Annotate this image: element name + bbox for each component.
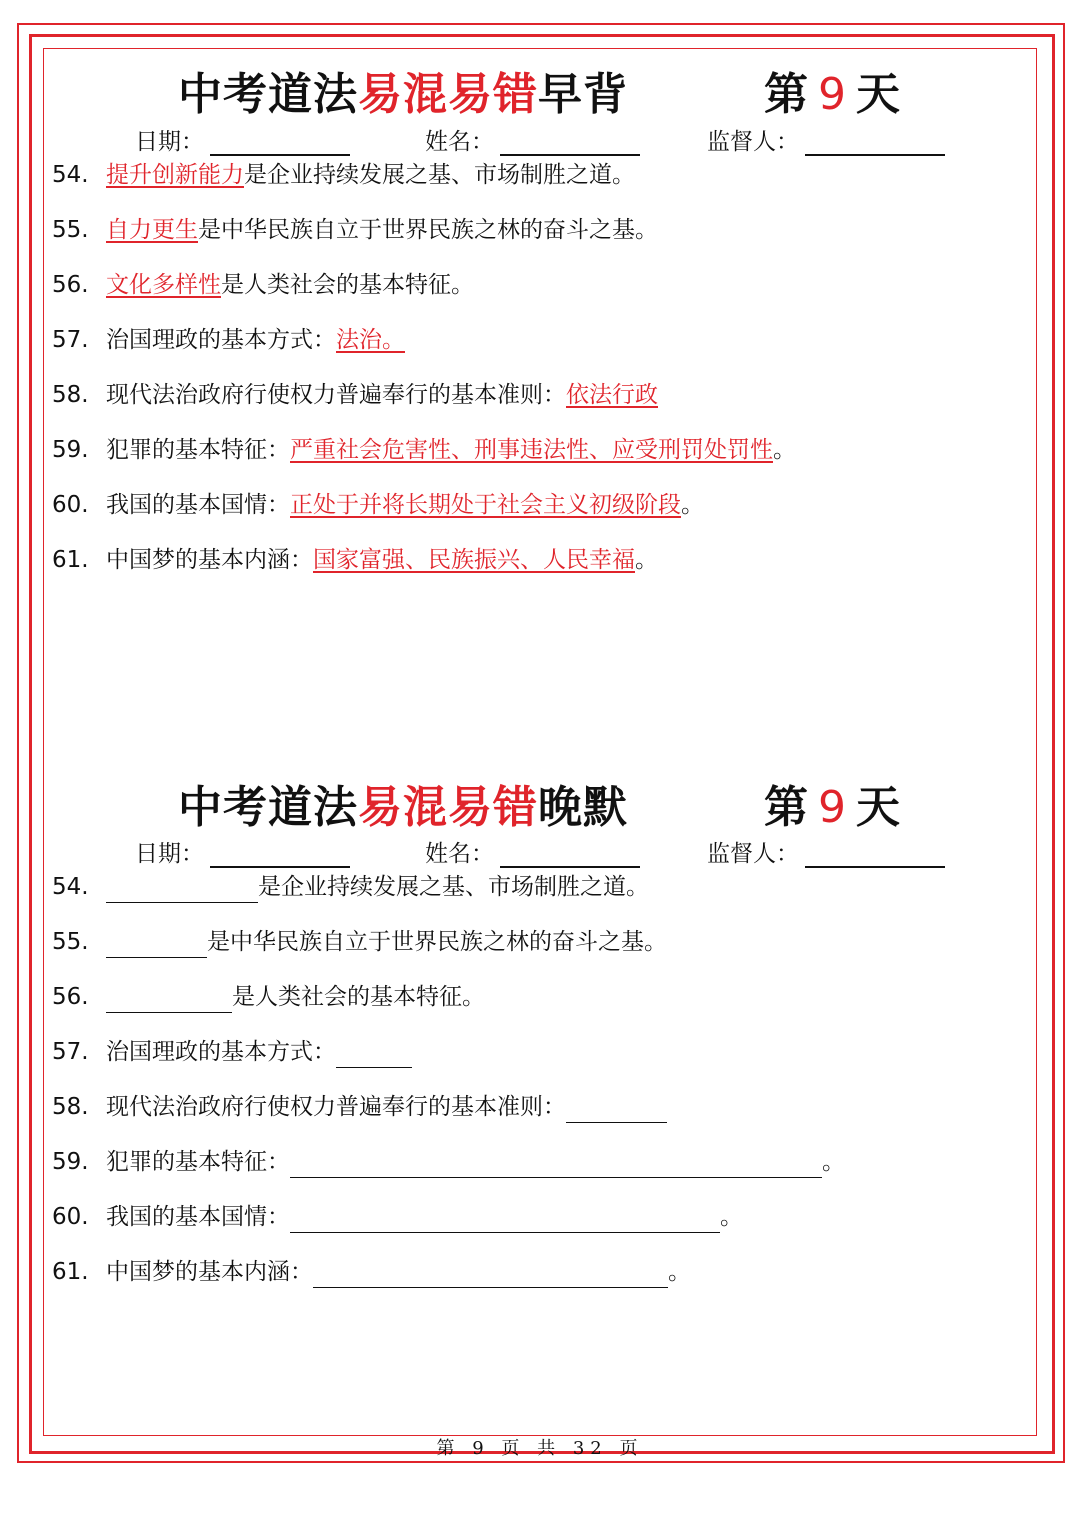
morning-item-61: 61. 中国梦的基本内涵：国家富强、民族振兴、人民幸福。 bbox=[52, 547, 658, 573]
morning-item-57: 57. 治国理政的基本方式：法治。 bbox=[52, 327, 405, 353]
evening-day-label: 第 9 天 bbox=[764, 782, 900, 833]
morning-supervisor-field[interactable]: 监督人： bbox=[707, 123, 945, 156]
evening-item-58: 58. 现代法治政府行使权力普遍奉行的基本准则： bbox=[52, 1091, 667, 1123]
evening-supervisor-field[interactable]: 监督人： bbox=[707, 835, 945, 868]
morning-item-60: 60. 我国的基本国情：正处于并将长期处于社会主义初级阶段。 bbox=[52, 492, 704, 518]
answer-blank[interactable] bbox=[290, 1210, 720, 1233]
morning-date-field[interactable]: 日期： bbox=[135, 123, 350, 156]
answer-blank[interactable] bbox=[106, 935, 207, 958]
morning-item-54: 54. 提升创新能力是企业持续发展之基、市场制胜之道。 bbox=[52, 162, 635, 188]
page-footer: 第 9 页 共 32 页 bbox=[436, 1438, 644, 1459]
morning-item-58: 58. 现代法治政府行使权力普遍奉行的基本准则：依法行政 bbox=[52, 382, 658, 408]
evening-date-field[interactable]: 日期： bbox=[135, 835, 350, 868]
morning-item-55: 55. 自力更生是中华民族自立于世界民族之林的奋斗之基。 bbox=[52, 217, 658, 243]
answer-blank[interactable] bbox=[106, 990, 232, 1013]
answer-blank[interactable] bbox=[336, 1045, 412, 1068]
morning-item-59: 59. 犯罪的基本特征：严重社会危害性、刑事违法性、应受刑罚处罚性。 bbox=[52, 437, 796, 463]
answer-blank[interactable] bbox=[566, 1100, 667, 1123]
morning-day-label: 第 9 天 bbox=[764, 69, 900, 120]
evening-item-59: 59. 犯罪的基本特征： 。 bbox=[52, 1146, 845, 1178]
evening-item-61: 61. 中国梦的基本内涵： 。 bbox=[52, 1256, 691, 1288]
morning-title: 中考道法易混易错早背 bbox=[178, 69, 628, 120]
evening-title: 中考道法易混易错晚默 bbox=[178, 782, 628, 833]
answer-blank[interactable] bbox=[290, 1155, 822, 1178]
evening-item-57: 57. 治国理政的基本方式： bbox=[52, 1036, 412, 1068]
answer-blank[interactable] bbox=[313, 1265, 668, 1288]
evening-item-60: 60. 我国的基本国情： 。 bbox=[52, 1201, 743, 1233]
morning-title-row bbox=[0, 58, 1080, 118]
evening-item-56: 56. 是人类社会的基本特征。 bbox=[52, 981, 485, 1013]
answer-blank[interactable] bbox=[106, 880, 258, 903]
evening-meta-row bbox=[0, 835, 1080, 869]
evening-title-row bbox=[0, 771, 1080, 831]
morning-meta-row bbox=[0, 123, 1080, 157]
evening-name-field[interactable]: 姓名： bbox=[425, 835, 640, 868]
morning-item-56: 56. 文化多样性是人类社会的基本特征。 bbox=[52, 272, 474, 298]
evening-item-55: 55. 是中华民族自立于世界民族之林的奋斗之基。 bbox=[52, 926, 667, 958]
evening-item-54: 54. 是企业持续发展之基、市场制胜之道。 bbox=[52, 871, 649, 903]
middle-border bbox=[29, 34, 1055, 1454]
morning-name-field[interactable]: 姓名： bbox=[425, 123, 640, 156]
